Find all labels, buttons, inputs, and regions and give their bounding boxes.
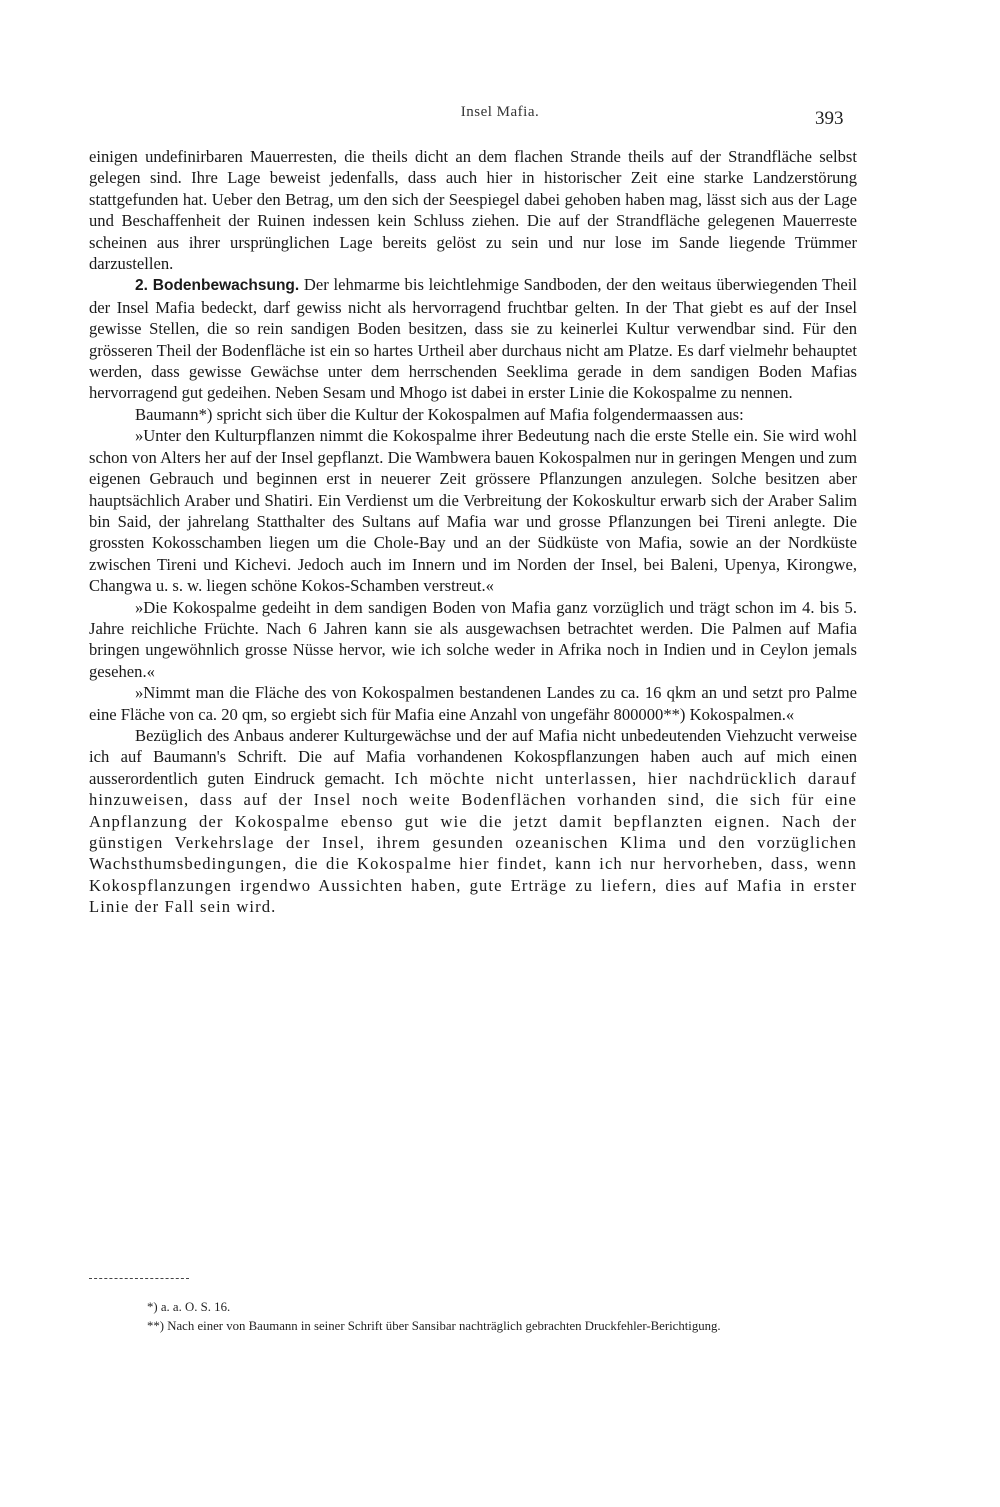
quote-palm-count: »Nimmt man die Fläche des von Kokospalmen bestandenen Landes zu ca. 16 qkm an und setzt pro Palme eine Fläche von ca. 20 qm, so ergiebt sich für Mafia eine Anzahl von ungefähr 800000**) Kokospalmen.« (89, 683, 857, 724)
main-text (89, 146, 857, 918)
paragraph-soil-text: Der lehmarme bis leichtlehmige Sandboden, der den weitaus überwiegenden Theil der Insel Mafia bedeckt, darf gewiss nicht als hervorragend fruchtbar gelten. In der That giebt es auf der Insel gewisse Stellen, die so rein sandigen Boden besitzen, dass sie zu keinerlei Kultur verwendbar sind. Für den grösseren Theil der Bodenfläche ist ein so hartes Urtheil aber durchaus nicht am Platze. Es darf vielmehr behauptet werden, dass gewisse Gewächse unter dem herrschenden Seeklima gerade in dem sandigen Boden Mafias hervorragend gut gedeihen. Neben Sesam und Mhogo ist dabei in erster Linie die Kokospalme zu nennen. (89, 275, 858, 403)
quote-growth: »Die Kokospalme gedeiht in dem sandigen Boden von Mafia ganz vorzüglich und trägt schon im 4. bis 5. Jahre reichliche Früchte. Nach 6 Jahren kann sie als ausgewachsen betrachtet werden. Die Palmen auf Mafia bringen ungewöhnlich grosse Nüsse hervor, wie ich solche weder in Afrika noch in Indien und in Ceylon jemals gesehen.« (89, 597, 857, 681)
page-number: 393 (815, 108, 844, 129)
paragraph-ruins: einigen undefinirbaren Mauerresten, die theils dicht an dem flachen Strande theils auf der Strandfläche selbst gelegen sind. Ihre Lage beweist jedenfalls, dass auch hier in historischer Zeit eine starke Landzerstörung stattgefunden hat. Ueber den Betrag, um den sich der Seespiegel dabei gehoben haben mag, lässt sich aus der Lage und Beschaffenheit der Ruinen indessen kein Schluss ziehen. Die auf der Strandfläche gelegenen Mauerreste scheinen aus ihrer ursprünglichen Lage bereits gelöst zu sein und nur lose im Sande liegende Trümmer darzustellen. (89, 147, 857, 274)
paragraph-conclusion-emphasis: Ich möchte nicht unterlassen, hier nachdrücklich darauf hinzuweisen, dass auf der Insel noch weite Bodenflächen vorhanden sind, die sich für eine Anpflanzung der Kokospalme ebenso gut wie die jetzt damit bepflanzten eignen. Nach der günstigen Verkehrslage der Insel, ihrem gesunden ozeanischen Klima und den vorzüglichen Wachsthumsbedingungen, die die Kokospalme hier findet, kann ich nur hervorheben, dass, wenn Kokospflanzungen irgendwo Aussichten haben, gute Erträge zu liefern, dies auf Mafia in erster Linie der Fall sein wird. (89, 768, 857, 917)
paragraph-conclusion-text: Bezüglich des Anbaus anderer Kulturgewächse und der auf Mafia nicht unbedeutenden Viehzucht verweise ich auf Baumann's Schrift. Die auf Mafia vorhandenen Kokospflanzungen haben auch auf mich einen ausserordentlich guten Eindruck gemacht. (89, 725, 857, 788)
paragraph-conclusion (89, 725, 857, 918)
section-heading-bodenbewachsung: 2. Bodenbewachsung. (135, 277, 300, 295)
footnote-1: *) a. a. O. S. 16. (147, 1300, 231, 1314)
footnotes (89, 1298, 857, 1336)
quote-cultivation: »Unter den Kulturpflanzen nimmt die Kokospalme ihrer Bedeutung nach die erste Stelle ein. Sie wird wohl schon von Alters her auf der Insel gepflanzt. Die Wambwera bauen Kokospalmen nur in geringen Mengen und zum eigenen Gebrauch und beginnen erst in neuerer Zeit grössere Pflanzungen anzulegen. Solche besitzen aber hauptsächlich Araber und Shatiri. Ein Verdienst um die Verbreitung der Kokoskultur erwarb sich der Araber Salim bin Said, der jahrelang Statthalter des Sultans auf Mafia war und grosse Pflanzungen bei Tireni anlegte. Die grossten Kokosschamben liegen um die Chole-Bay und an der Südküste von Mafia, sowie an der Nordküste zwischen Tireni und Kichevi. Jedoch auch im Innern und im Norden der Insel, bei Baleni, Upenya, Kirongwe, Changwa u. s. w. liegen schöne Kokos-Schamben verstreut.« (89, 426, 857, 596)
footnote-divider (89, 1278, 189, 1280)
paragraph-soil (89, 274, 857, 403)
running-title: Insel Mafia. (460, 104, 540, 120)
footnote-2: **) Nach einer von Baumann in seiner Schrift über Sansibar nachträglich gebrachten Druckfehler-Berichtigung. (147, 1319, 721, 1333)
paragraph-baumann-intro: Baumann*) spricht sich über die Kultur der Kokospalmen auf Mafia folgendermaassen aus: (135, 404, 744, 424)
